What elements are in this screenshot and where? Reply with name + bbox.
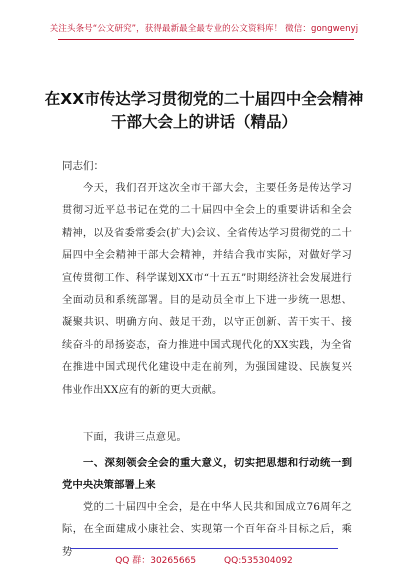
footer-qq-group: QQ 群：30265665: [115, 556, 197, 566]
footer-qq-contact: QQ:535304092: [224, 556, 293, 566]
salutation: 同志们：: [62, 160, 104, 172]
header-divider: [58, 39, 354, 40]
section-heading-1: 一、深刻领会全会的重大意义，切实把思想和行动统一到党中央决策部署上来: [62, 457, 352, 491]
footer: [0, 553, 408, 566]
paragraph-2: 下面，我讲三点意见。: [83, 432, 187, 443]
paragraph-1: 今天，我们召开这次全市干部大会，主要任务是传达学习贯彻习近平总书记在党的二十届四中全会上的重要讲话和全会精神，以及省委常委会(扩大)会议、全省传达学习贯彻党的二十届四中全会精神干部大会精神，并结合我市实际，对做好学习宣传贯彻工作、科学谋划XX市“十五五”时期经济社会发展进行全面动员和系统部署。目的是动员全市上下进一步统一思想、凝聚共识、明确方向、鼓足干劲，以守正创新、苦干实干、接续奋斗的昂扬姿态，奋力推进中国式现代化的XX实践，为全省在推进中国式现代化建设中走在前列，为强国建设、民族复兴伟业作出XX应有的新的更大贡献。: [62, 183, 352, 396]
document-title: 在XX市传达学习贯彻党的二十届四中全会精神干部大会上的讲话（精品）: [44, 90, 364, 131]
header-banner: 关注头条号“公文研究”，获得最新最全最专业的公文资料库！ 微信：gongwenyj: [49, 24, 359, 34]
footer-divider: [70, 548, 338, 549]
paragraph-3: 党的二十届四中全会，是在中华人民共和国成立76周年之际，在全面建成小康社会、实现第一个百年奋斗目标之后，乘势: [62, 502, 352, 558]
